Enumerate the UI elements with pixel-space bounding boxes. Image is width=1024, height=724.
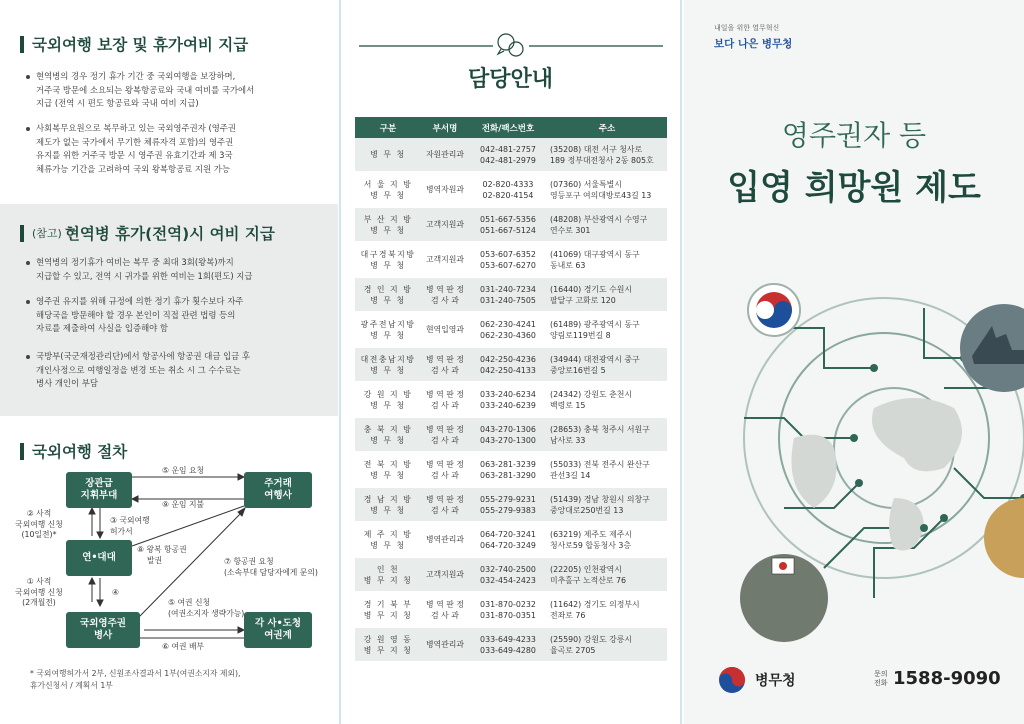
table-row: [355, 522, 667, 557]
cell-dept: 현역입영과: [421, 312, 469, 347]
cell-dept: 병역자원과: [421, 172, 469, 207]
section1-bullet-2: 사회복무요원으로 복무하고 있는 국외영주권자 (영주권 제도가 없는 국가에서 무기한 체류자격 포함)의 영주권 유지를 위한 거주국 방문 시 영주권 유효기간과 제 3국 체류가능 기간을 고려하여 국외 왕복항공료 지원 가능: [36, 122, 320, 176]
slogan: 내일을 위한 열무혁신: [714, 24, 780, 32]
chat-icon: [359, 28, 663, 64]
cell-phone: 043-270-1306 043-270-1300: [469, 417, 547, 452]
cell-office: 경 기 북 부 병 무 지 청: [355, 592, 421, 627]
mma-logo: 보다 나은 병무청: [714, 38, 793, 50]
table-row: [355, 382, 667, 417]
box-travel-agency: 주거래 여행사: [244, 472, 312, 508]
table-row: [355, 207, 667, 242]
table-row: [355, 172, 667, 207]
table-row: [355, 347, 667, 382]
cell-dept: 병 역 판 정 검 사 과: [421, 417, 469, 452]
cell-address: (28653) 충북 청주시 서원구 남사로 33: [547, 417, 667, 452]
header-dept: 부서명: [421, 117, 469, 138]
cell-dept: 고객지원과: [421, 207, 469, 242]
cell-phone: 055-279-9231 055-279-9383: [469, 487, 547, 522]
cell-dept: 고객지원과: [421, 242, 469, 277]
step9-label: ⑨ 운임 지불: [162, 500, 205, 509]
cell-dept: 병 역 판 정 검 사 과: [421, 592, 469, 627]
cell-dept: 병 역 판 정 검 사 과: [421, 487, 469, 522]
cell-dept: 병 역 판 정 검 사 과: [421, 382, 469, 417]
table-row: [355, 242, 667, 277]
step1-label: ① 사적 국외여행 신청 (2개월전): [15, 577, 63, 607]
table-row: [355, 627, 667, 662]
cell-phone: 032-740-2500 032-454-2423: [469, 557, 547, 592]
section2-bullet-3: 국방부(국군재정관리단)에서 항공사에 항공권 대금 입금 후 개인사정으로 여행일정을 변경 또는 취소 시 그 수수료는 병사 개인이 부담: [36, 350, 320, 391]
taegeuk-icon: [717, 665, 747, 695]
cell-office: 강 원 영 동 병 무 지 청: [355, 627, 421, 662]
table-row: [355, 557, 667, 592]
cell-office: 경 인 지 방 병 무 청: [355, 277, 421, 312]
section1-title: 국외여행 보장 및 휴가여비 지급: [20, 33, 248, 55]
box-commander: 장관급 지휘부대: [66, 472, 132, 508]
cell-phone: 062-230-4241 062-230-4360: [469, 312, 547, 347]
cell-address: (61489) 광주광역시 동구 양림로119번길 8: [547, 312, 667, 347]
middle-panel: [345, 0, 676, 724]
cell-office: 병 무 청: [355, 138, 421, 172]
cell-address: (51439) 경남 창원시 의창구 중앙대로250번길 13: [547, 487, 667, 522]
cover-subtitle: 영주권자 등: [781, 119, 927, 152]
cell-dept: 병역관리과: [421, 627, 469, 662]
cell-phone: 033-240-6234 033-240-6239: [469, 382, 547, 417]
cell-office: 대구경북지방 병 무 청: [355, 242, 421, 277]
cell-office: 인 천 병 무 지 청: [355, 557, 421, 592]
cell-phone: 031-240-7234 031-240-7505: [469, 277, 547, 312]
cell-address: (16440) 경기도 수원시 팔달구 고화로 120: [547, 277, 667, 312]
cell-phone: 033-649-4233 033-649-4280: [469, 627, 547, 662]
section2-bullet-1: 현역병의 정기휴가 여비는 복무 중 최대 3회(왕복)까지 지급할 수 있고, 전역 시 귀가를 위한 여비는 1회(편도) 지급: [36, 256, 320, 283]
step7-label: ⑦ 항공권 요청 (소속부대 담당자에게 문의): [224, 557, 318, 577]
table-row: [355, 487, 667, 522]
cell-office: 제 주 지 방 병 무 청: [355, 522, 421, 557]
cell-dept: 병 역 판 정 검 사 과: [421, 347, 469, 382]
step5-label: ⑤ 운임 요청: [162, 466, 205, 475]
cell-office: 경 남 지 방 병 무 청: [355, 487, 421, 522]
cell-address: (22205) 인천광역시 미추홀구 노적산로 76: [547, 557, 667, 592]
contact-table: [355, 117, 667, 663]
fold-line-left: [339, 0, 341, 724]
step3-label: ③ 국외여행 허가서: [110, 516, 150, 536]
box-passport-office: 각 사•도청 여권계: [244, 612, 312, 648]
step6-label: ⑥ 여권 배부: [162, 642, 205, 651]
cell-office: 서 울 지 방 병 무 청: [355, 172, 421, 207]
header-phone: 전화/팩스번호: [469, 117, 547, 138]
cell-address: (63219) 제주도 제주시 청사로59 합동청사 3층: [547, 522, 667, 557]
left-panel: [0, 0, 338, 724]
section1-bullet-1: 현역병의 경우 정기 휴가 기간 중 국외여행을 보장하며, 거주국 방문에 소요되는 왕복항공료와 국내 여비를 국가에서 지급 (전역 시 편도 항공료와 국내 여비 지급): [36, 70, 320, 111]
cell-dept: 병 역 판 정 검 사 과: [421, 452, 469, 487]
box-soldier: 국외영주권 병사: [66, 612, 140, 648]
cell-dept: 고객지원과: [421, 557, 469, 592]
cell-address: (55033) 전북 전주시 완산구 관선3길 14: [547, 452, 667, 487]
fold-line-right: [680, 0, 682, 724]
cell-address: (35208) 대전 서구 청사로 189 정부대전청사 2동 805호: [547, 138, 667, 172]
cell-office: 전 북 지 방 병 무 청: [355, 452, 421, 487]
cell-phone: 051-667-5356 051-667-5124: [469, 207, 547, 242]
section3-title: 국외여행 절차: [20, 440, 127, 462]
box-unit: 연•대대: [66, 540, 132, 576]
step4-label: ④: [112, 588, 119, 597]
header-division: 구분: [355, 117, 421, 138]
globe-illustration: [724, 268, 1024, 658]
footnote: * 국외여행허가서 2부, 신원조사결과서 1부(여권소지자 제외), 휴가신청서 / 계획서 1부: [30, 669, 241, 690]
table-row: [355, 312, 667, 347]
table-row: [355, 138, 667, 172]
cell-phone: 063-281-3239 063-281-3290: [469, 452, 547, 487]
cell-office: 광주전남지방 병 무 청: [355, 312, 421, 347]
table-row: [355, 417, 667, 452]
cell-phone: 064-720-3241 064-720-3249: [469, 522, 547, 557]
table-row: [355, 452, 667, 487]
cell-office: 강 원 지 방 병 무 청: [355, 382, 421, 417]
cell-address: (34944) 대전광역시 중구 중앙로16번길 5: [547, 347, 667, 382]
section2-bullet-2: 영주권 유지를 위해 규정에 의한 정기 휴가 횟수보다 자주 해당국을 방문해야 할 경우 본인이 직접 관련 법령 등의 자료를 제출하여 사실을 입증해야 함: [36, 295, 320, 336]
cell-dept: 병역관리과: [421, 522, 469, 557]
cell-address: (25590) 강원도 강릉시 율곡로 2705: [547, 627, 667, 662]
agency-logo: [717, 665, 796, 695]
table-row: [355, 592, 667, 627]
cell-phone: 042-481-2757 042-481-2979: [469, 138, 547, 172]
phone-label: 문의 전화: [874, 670, 888, 687]
cell-office: 대전충남지방 병 무 청: [355, 347, 421, 382]
table-row: [355, 277, 667, 312]
contact-title: 담당안내: [467, 67, 553, 92]
section2-title: (참고) 현역병 휴가(전역)시 여비 지급: [20, 222, 275, 244]
cell-phone: 02-820-4333 02-820-4154: [469, 172, 547, 207]
cell-phone: 042-250-4236 042-250-4133: [469, 347, 547, 382]
step5b-label: ⑤ 여권 신청 (여권소지자 생략가능): [168, 598, 245, 618]
cell-address: (24342) 강원도 춘천시 백령로 15: [547, 382, 667, 417]
cell-dept: 자원관리과: [421, 138, 469, 172]
cell-phone: 031-870-0232 031-870-0351: [469, 592, 547, 627]
cell-office: 부 산 지 방 병 무 청: [355, 207, 421, 242]
cell-office: 충 북 지 방 병 무 청: [355, 417, 421, 452]
cell-address: (07360) 서울특별시 영등포구 여의대방로43길 13: [547, 172, 667, 207]
right-panel: [684, 0, 1024, 724]
cell-dept: 병 역 판 정 검 사 과: [421, 277, 469, 312]
phone-number: 1588-9090: [893, 668, 1001, 689]
header-address: 주소: [547, 117, 667, 138]
cell-address: (48208) 부산광역시 수영구 연수로 301: [547, 207, 667, 242]
table-body: [355, 138, 667, 662]
step8-label: ⑧ 왕복 항공권 발권: [137, 545, 187, 565]
agency-name: 병무청: [755, 673, 796, 689]
table-header: [355, 117, 667, 138]
cover-title: 입영 희망원 제도: [727, 168, 981, 208]
cell-address: (41069) 대구광역시 동구 동내로 63: [547, 242, 667, 277]
cell-address: (11642) 경기도 의정부시 전좌로 76: [547, 592, 667, 627]
cell-phone: 053-607-6352 053-607-6270: [469, 242, 547, 277]
step2-label: ② 사적 국외여행 신청 (10일전)*: [15, 509, 63, 539]
